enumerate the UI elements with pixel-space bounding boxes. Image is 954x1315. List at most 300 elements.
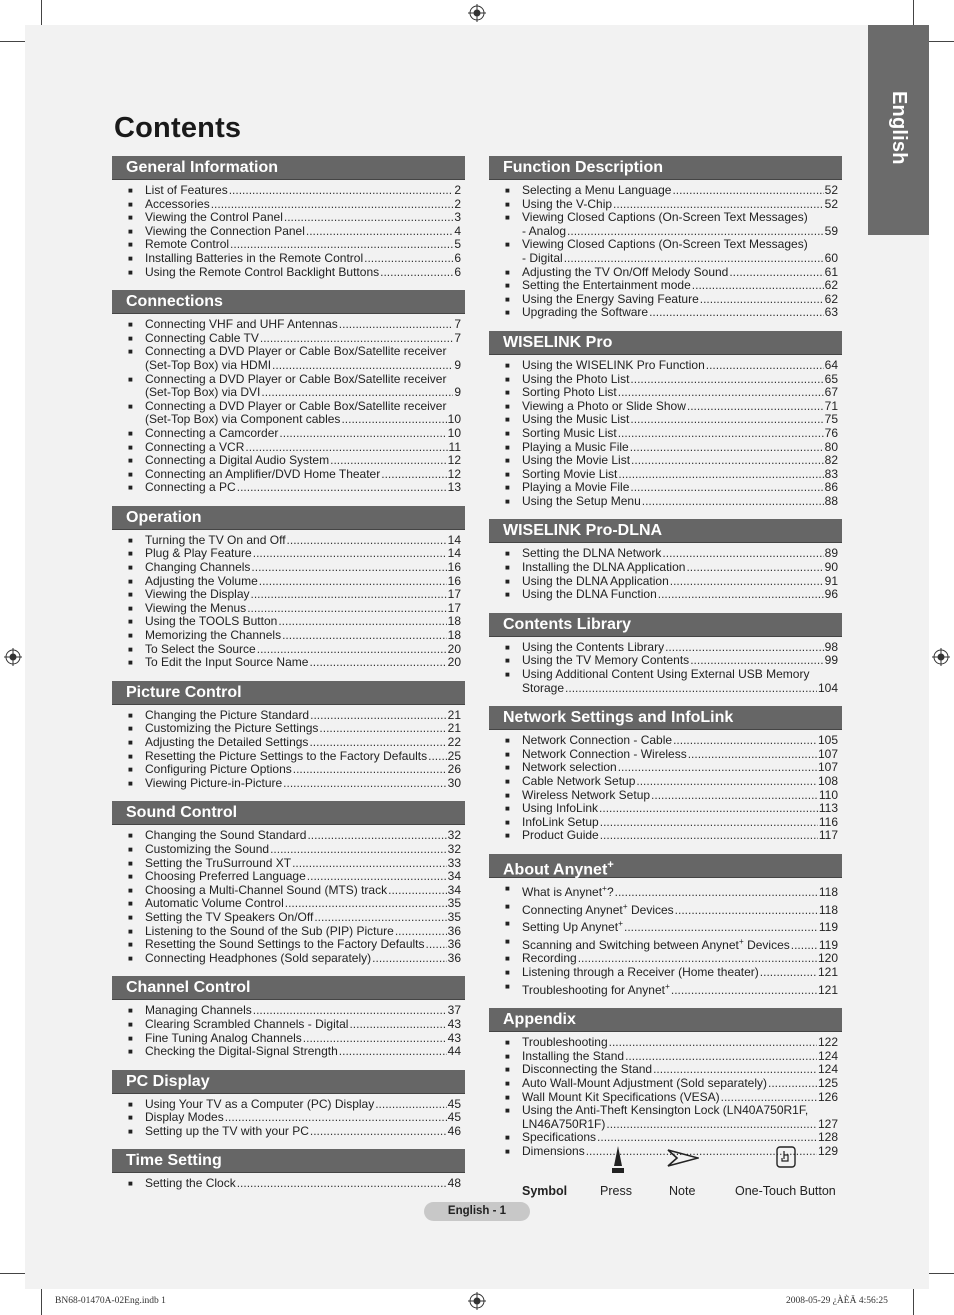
toc-entry-page: 9 xyxy=(454,357,461,372)
toc-entry-row xyxy=(145,225,461,239)
dot-leader xyxy=(307,870,447,884)
dot-leader xyxy=(624,921,818,935)
toc-entry-title: ■ Using the Contents Library xyxy=(522,639,665,654)
toc-entry-title: ■ Setting the TruSurround XT xyxy=(145,855,292,870)
section-operation xyxy=(112,506,465,670)
toc-entry xyxy=(489,1091,842,1105)
section-wiselink-pro xyxy=(489,331,842,509)
toc-entry-page: 124 xyxy=(817,1048,838,1063)
toc-entry-page: 35 xyxy=(447,896,461,911)
toc-entry-row xyxy=(522,952,838,966)
toc-entry xyxy=(489,734,842,748)
toc-entry-page: 107 xyxy=(817,760,838,775)
toc-entry-page: 127 xyxy=(817,1116,838,1131)
toc-entry xyxy=(112,870,465,884)
toc-entry xyxy=(489,789,842,803)
toc-entry xyxy=(489,481,842,495)
toc-entry-title: ■ Customizing the Sound xyxy=(145,841,270,856)
toc-entry-row xyxy=(522,198,838,212)
toc-entry-row xyxy=(145,211,461,225)
toc-entry-row xyxy=(522,588,838,602)
toc-entry-page: 104 xyxy=(817,680,838,695)
toc-entry-row xyxy=(522,495,838,509)
language-tab-label: English xyxy=(888,91,910,165)
dot-leader xyxy=(229,184,454,198)
toc-entry-row xyxy=(145,643,461,657)
toc-entry xyxy=(112,1004,465,1018)
toc-entry-list xyxy=(112,705,465,791)
dot-leader xyxy=(567,225,824,239)
toc-entry-title: ■ Connecting Headphones (Sold separately) xyxy=(145,950,372,965)
toc-entry-row xyxy=(145,656,461,670)
toc-entry-row xyxy=(145,481,461,495)
toc-entry-page: 10 xyxy=(447,412,461,427)
toc-entry-page: 52 xyxy=(824,196,838,211)
toc-entry-page: 17 xyxy=(447,587,461,602)
toc-entry xyxy=(489,454,842,468)
toc-entry xyxy=(489,1050,842,1064)
toc-entry-title: ■ Using the TV Memory Contents xyxy=(522,653,690,668)
toc-entry-page: 118 xyxy=(818,902,838,917)
toc-entry-page: 119 xyxy=(818,920,838,935)
toc-entry-title: ■ Checking the Digital-Signal Strength xyxy=(145,1044,338,1059)
toc-entry-row xyxy=(145,629,461,643)
toc-entry xyxy=(489,1063,842,1077)
toc-entry-title: ■ Changing Channels xyxy=(145,560,251,575)
toc-entry-title: ■ Memorizing the Channels xyxy=(145,628,282,643)
toc-entry-title: ■ Viewing the Control Panel xyxy=(145,210,283,225)
toc-entry-title-line: ■ Connecting a DVD Player or Cable Box/Satellite receiver xyxy=(145,344,447,359)
toc-entry-page: 63 xyxy=(824,305,838,320)
dot-leader xyxy=(293,763,447,777)
dot-leader xyxy=(257,643,447,657)
toc-entry-title: ■ Using the V-Chip xyxy=(522,196,613,211)
toc-entry-row xyxy=(522,413,838,427)
dot-leader xyxy=(671,984,817,998)
toc-entry-page: 16 xyxy=(447,573,461,588)
print-file-label: BN68-01470A-02Eng.indb 1 xyxy=(55,1296,166,1306)
dot-leader xyxy=(609,1036,817,1050)
registration-mark-icon xyxy=(468,4,486,22)
toc-entry-title: ■ Display Modes xyxy=(145,1110,224,1125)
toc-entry-row xyxy=(522,734,838,748)
toc-entry-page: 96 xyxy=(824,587,838,602)
toc-entry-row xyxy=(145,534,461,548)
section-heading: Channel Control xyxy=(112,976,465,1000)
dot-leader xyxy=(237,481,447,495)
section-heading: Operation xyxy=(112,506,465,530)
section-wiselink-pro-dlna xyxy=(489,519,842,601)
toc-entry-page: 116 xyxy=(818,814,838,829)
toc-entry-title: ■ Installing the DLNA Application xyxy=(522,560,686,575)
dot-leader xyxy=(630,441,824,455)
toc-entry-title: ■ Choosing a Multi-Channel Sound (MTS) track xyxy=(145,882,388,897)
toc-entry-row xyxy=(145,615,461,629)
toc-entry xyxy=(489,761,842,775)
toc-entry-row xyxy=(145,441,461,455)
toc-entry xyxy=(112,615,465,629)
dot-leader xyxy=(253,1004,447,1018)
dot-leader xyxy=(260,332,453,346)
toc-entry-title-line: ■ Using Additional Content Using External USB Memory xyxy=(522,667,810,682)
toc-entry-title: ■ Changing the Sound Standard xyxy=(145,828,307,843)
toc-entry-row xyxy=(522,386,838,400)
dot-leader xyxy=(310,709,447,723)
toc-entry-list xyxy=(489,543,842,601)
toc-entry-row xyxy=(145,468,461,482)
toc-entry xyxy=(112,629,465,643)
crop-mark xyxy=(929,41,954,42)
section-general-information xyxy=(112,156,465,279)
dot-leader xyxy=(339,318,454,332)
symbol-legend xyxy=(489,1140,842,1202)
registration-mark-icon xyxy=(932,648,950,666)
toc-entry-row xyxy=(522,900,838,918)
section-heading: PC Display xyxy=(112,1070,465,1094)
dot-leader xyxy=(662,547,823,561)
toc-entry-row xyxy=(145,386,461,400)
toc-entry-row xyxy=(145,561,461,575)
toc-entry xyxy=(112,1045,465,1059)
toc-entry-title: ■ Wireless Network Setup xyxy=(522,787,651,802)
toc-entry-title: ■ Setting the Clock xyxy=(145,1176,236,1191)
toc-entry-title: ■ List of Features xyxy=(145,183,228,197)
toc-entry xyxy=(489,400,842,414)
toc-entry xyxy=(112,575,465,589)
section-network-settings-and-infolink xyxy=(489,706,842,843)
dot-leader xyxy=(600,829,818,843)
toc-entry-page: 46 xyxy=(447,1123,461,1138)
toc-entry xyxy=(489,561,842,575)
dot-leader xyxy=(600,816,818,830)
toc-entry-row xyxy=(145,750,461,764)
toc-entry-row xyxy=(522,1091,838,1105)
toc-entry-title: ■ Using the Movie List xyxy=(522,453,631,468)
toc-entry-row xyxy=(522,966,838,980)
toc-entry-row xyxy=(145,709,461,723)
toc-entry-title: ■ Network selection xyxy=(522,760,617,775)
toc-entry-page: 90 xyxy=(824,560,838,575)
toc-entry-row xyxy=(145,829,461,843)
toc-entry-page: 83 xyxy=(824,466,838,481)
dot-leader xyxy=(251,588,447,602)
toc-entry xyxy=(489,184,842,198)
toc-entry-row xyxy=(522,481,838,495)
toc-entry xyxy=(112,225,465,239)
dot-leader xyxy=(768,1077,817,1091)
toc-entry-page: 43 xyxy=(447,1016,461,1031)
section-heading: WISELINK Pro xyxy=(489,331,842,355)
dot-leader xyxy=(615,886,818,900)
toc-entry-page: 9 xyxy=(454,385,461,400)
toc-entry-row xyxy=(145,925,461,939)
toc-entry-page: 7 xyxy=(454,330,461,345)
section-sound-control xyxy=(112,801,465,965)
toc-entry xyxy=(489,816,842,830)
toc-entry-row xyxy=(145,736,461,750)
toc-entry xyxy=(112,266,465,280)
toc-entry-page: 6 xyxy=(454,250,461,265)
toc-entry xyxy=(489,495,842,509)
toc-entry-row xyxy=(145,575,461,589)
note-icon xyxy=(667,1148,699,1168)
dot-leader xyxy=(670,575,824,589)
toc-entry-row xyxy=(522,917,838,935)
dot-leader xyxy=(261,386,453,400)
toc-entry xyxy=(489,588,842,602)
toc-entry-page: 13 xyxy=(447,480,461,495)
toc-entry-title: ■ Accessories xyxy=(145,196,210,211)
dot-leader xyxy=(309,656,446,670)
toc-entry-title: ■ Viewing the Menus xyxy=(145,600,247,615)
toc-entry xyxy=(112,602,465,616)
toc-entry-title: ■ Using the TOOLS Button xyxy=(145,614,278,629)
toc-entry xyxy=(112,238,465,252)
toc-entry xyxy=(112,656,465,670)
dot-leader xyxy=(330,454,447,468)
toc-entry xyxy=(489,468,842,482)
toc-entry xyxy=(112,534,465,548)
toc-entry xyxy=(489,980,842,998)
dot-leader xyxy=(230,238,453,252)
dot-leader xyxy=(706,359,824,373)
crop-mark xyxy=(929,1273,954,1274)
toc-entry-page: 3 xyxy=(454,210,461,225)
toc-entry-page: 14 xyxy=(447,546,461,561)
toc-entry-title: ■ Listening through a Receiver (Home theater) xyxy=(522,964,759,979)
section-channel-control xyxy=(112,976,465,1058)
toc-entry-row xyxy=(145,938,461,952)
toc-entry-title: ■ Installing Batteries in the Remote Control xyxy=(145,250,364,265)
toc-entry-title: ■ Connecting Cable TV xyxy=(145,330,259,345)
crop-mark xyxy=(0,1273,25,1274)
toc-entry-row xyxy=(145,547,461,561)
toc-entry-title: ■ Changing the Picture Standard xyxy=(145,707,310,722)
dot-leader xyxy=(700,293,824,307)
toc-entry-page: 67 xyxy=(824,385,838,400)
toc-entry-row xyxy=(145,266,461,280)
toc-entry-row xyxy=(522,225,838,239)
toc-entry-row xyxy=(145,897,461,911)
toc-entry xyxy=(489,266,842,280)
toc-entry-list xyxy=(112,530,465,670)
toc-entry-row xyxy=(145,884,461,898)
toc-entry-title: ■ Using the Energy Saving Feature xyxy=(522,291,699,306)
dot-leader xyxy=(578,952,817,966)
dot-leader xyxy=(211,198,454,212)
toc-entry xyxy=(112,925,465,939)
toc-entry-title: ■ InfoLink Setup xyxy=(522,814,599,829)
toc-entry-row xyxy=(522,373,838,387)
toc-entry xyxy=(112,1032,465,1046)
toc-entry-page: 4 xyxy=(454,223,461,238)
toc-entry-list xyxy=(112,314,465,495)
toc-entry xyxy=(489,386,842,400)
toc-entry-row xyxy=(522,1036,838,1050)
crop-mark xyxy=(913,1289,914,1315)
toc-entry-row xyxy=(522,748,838,762)
toc-entry-page: 118 xyxy=(818,884,838,899)
toc-entry xyxy=(112,1098,465,1112)
press-icon xyxy=(609,1144,627,1174)
registration-mark-icon xyxy=(468,1292,486,1310)
toc-entry-row xyxy=(522,882,838,900)
toc-entry-row xyxy=(522,293,838,307)
toc-entry xyxy=(112,332,465,346)
toc-entry-title: ■ Viewing Picture-in-Picture xyxy=(145,775,283,790)
toc-entry-row xyxy=(145,252,461,266)
toc-entry-page: 121 xyxy=(817,982,838,997)
toc-entry-row xyxy=(522,935,838,953)
toc-entry-row xyxy=(145,763,461,777)
toc-entry-title-line: ■ Connecting a DVD Player or Cable Box/Satellite receiver xyxy=(145,371,447,386)
toc-entry-page: 44 xyxy=(447,1044,461,1059)
toc-entry-title: ■ Sorting Movie List xyxy=(522,466,618,481)
dot-leader xyxy=(314,911,446,925)
toc-entry-title: ■ Setting the TV Speakers On/Off xyxy=(145,909,314,924)
toc-entry-page: 12 xyxy=(447,466,461,481)
dot-leader xyxy=(642,495,824,509)
toc-entry-row xyxy=(145,1125,461,1139)
toc-entry xyxy=(112,481,465,495)
toc-entry-row xyxy=(522,468,838,482)
dot-leader xyxy=(564,252,824,266)
dot-leader xyxy=(426,938,447,952)
toc-entry-row xyxy=(522,279,838,293)
dot-leader xyxy=(630,373,823,387)
toc-entry-page: 120 xyxy=(817,951,838,966)
toc-entry-title: ■ Using InfoLink xyxy=(522,801,599,816)
section-time-setting xyxy=(112,1149,465,1191)
toc-entry-page: 12 xyxy=(447,453,461,468)
toc-entry xyxy=(489,966,842,980)
toc-entry xyxy=(489,802,842,816)
toc-entry-list xyxy=(112,1173,465,1191)
toc-entry xyxy=(112,588,465,602)
section-heading: Function Description xyxy=(489,156,842,180)
toc-entry xyxy=(489,882,842,900)
toc-entry-list xyxy=(489,355,842,509)
toc-entry-page: 89 xyxy=(824,546,838,561)
crop-mark xyxy=(0,41,25,42)
toc-entry-row xyxy=(522,252,838,266)
dot-leader xyxy=(636,775,817,789)
toc-entry-title: (Set-Top Box) via DVI xyxy=(145,385,261,400)
dot-leader xyxy=(381,468,446,482)
dot-leader xyxy=(791,939,818,953)
toc-entry xyxy=(112,843,465,857)
toc-entry-page: 33 xyxy=(447,855,461,870)
toc-entry xyxy=(112,763,465,777)
section-heading: Time Setting xyxy=(112,1149,465,1173)
toc-entry-title: ■ Playing a Music File xyxy=(522,439,629,454)
toc-entry-row xyxy=(145,588,461,602)
dot-leader xyxy=(247,602,446,616)
page-title: Contents xyxy=(114,112,242,144)
dot-leader xyxy=(309,736,446,750)
toc-entry-page: 125 xyxy=(817,1075,838,1090)
toc-entry-row xyxy=(145,870,461,884)
toc-entry-list xyxy=(112,180,465,279)
toc-entry-title: ■ To Select the Source xyxy=(145,641,256,656)
toc-entry xyxy=(112,857,465,871)
toc-entry xyxy=(112,1111,465,1125)
toc-entry-page: 20 xyxy=(447,641,461,656)
toc-entry-page: 32 xyxy=(447,828,461,843)
toc-entry-page: 45 xyxy=(447,1096,461,1111)
toc-entry xyxy=(489,1077,842,1091)
toc-entry-page: 21 xyxy=(447,707,461,722)
toc-entry-list xyxy=(489,730,842,843)
toc-entry-page: 98 xyxy=(824,639,838,654)
toc-entry-page: 80 xyxy=(824,439,838,454)
dot-leader xyxy=(319,722,446,736)
toc-entry-page: 52 xyxy=(824,183,838,197)
section-contents-library xyxy=(489,613,842,695)
toc-entry-title: ■ Connecting a VCR xyxy=(145,439,245,454)
toc-entry-title: ■ Upgrading the Software xyxy=(522,305,649,320)
toc-entry-page: 6 xyxy=(454,264,461,279)
toc-entry xyxy=(489,668,842,695)
toc-entry-row xyxy=(522,306,838,320)
toc-entry-title: ■ Sorting Photo List xyxy=(522,385,617,400)
toc-entry-row xyxy=(522,359,838,373)
toc-entry-row xyxy=(522,184,838,198)
toc-entry-title: ■ Plug & Play Feature xyxy=(145,546,252,561)
toc-entry-title: ■ Product Guide xyxy=(522,828,599,843)
dot-leader xyxy=(310,1125,447,1139)
dot-leader xyxy=(631,454,824,468)
toc-entry-title: ■ Managing Channels xyxy=(145,1003,252,1018)
section-heading: Sound Control xyxy=(112,801,465,825)
toc-entry-page: 121 xyxy=(817,964,838,979)
toc-entry-title: ■ Setting the DLNA Network xyxy=(522,546,662,561)
dot-leader xyxy=(690,654,823,668)
section-picture-control xyxy=(112,681,465,791)
page-number-badge: English - 1 xyxy=(424,1202,530,1221)
toc-entry-title: ■ Using the Setup Menu xyxy=(522,493,641,508)
toc-left-column xyxy=(112,156,465,1202)
toc-entry-row xyxy=(145,184,461,198)
dot-leader xyxy=(625,1050,817,1064)
toc-entry xyxy=(489,935,842,953)
toc-entry xyxy=(489,748,842,762)
section-connections xyxy=(112,290,465,495)
section-heading: Contents Library xyxy=(489,613,842,637)
toc-entry xyxy=(112,400,465,427)
toc-entry-page: 37 xyxy=(447,1003,461,1018)
dot-leader xyxy=(653,1063,817,1077)
toc-entry-page: 7 xyxy=(454,317,461,332)
toc-entry-title: ■ Scanning and Switching between Anynet+ Devices xyxy=(522,935,790,952)
toc-entry-page: 26 xyxy=(447,762,461,777)
toc-entry-page: 129 xyxy=(817,1143,838,1158)
dot-leader xyxy=(721,1091,817,1105)
dot-leader xyxy=(349,1018,446,1032)
toc-entry-page: 91 xyxy=(824,573,838,588)
note-label: Note xyxy=(669,1184,696,1198)
toc-entry-title: ■ Viewing a Photo or Slide Show xyxy=(522,398,686,413)
crop-mark xyxy=(41,1289,42,1315)
toc-entry xyxy=(112,547,465,561)
dot-leader xyxy=(613,198,824,212)
toc-entry-title: ■ Resetting the Sound Settings to the Factory Defaults xyxy=(145,937,425,952)
toc-entry xyxy=(489,952,842,966)
toc-entry-page: 5 xyxy=(454,237,461,252)
dot-leader xyxy=(237,1177,447,1191)
toc-entry xyxy=(489,829,842,843)
toc-entry-row xyxy=(522,816,838,830)
